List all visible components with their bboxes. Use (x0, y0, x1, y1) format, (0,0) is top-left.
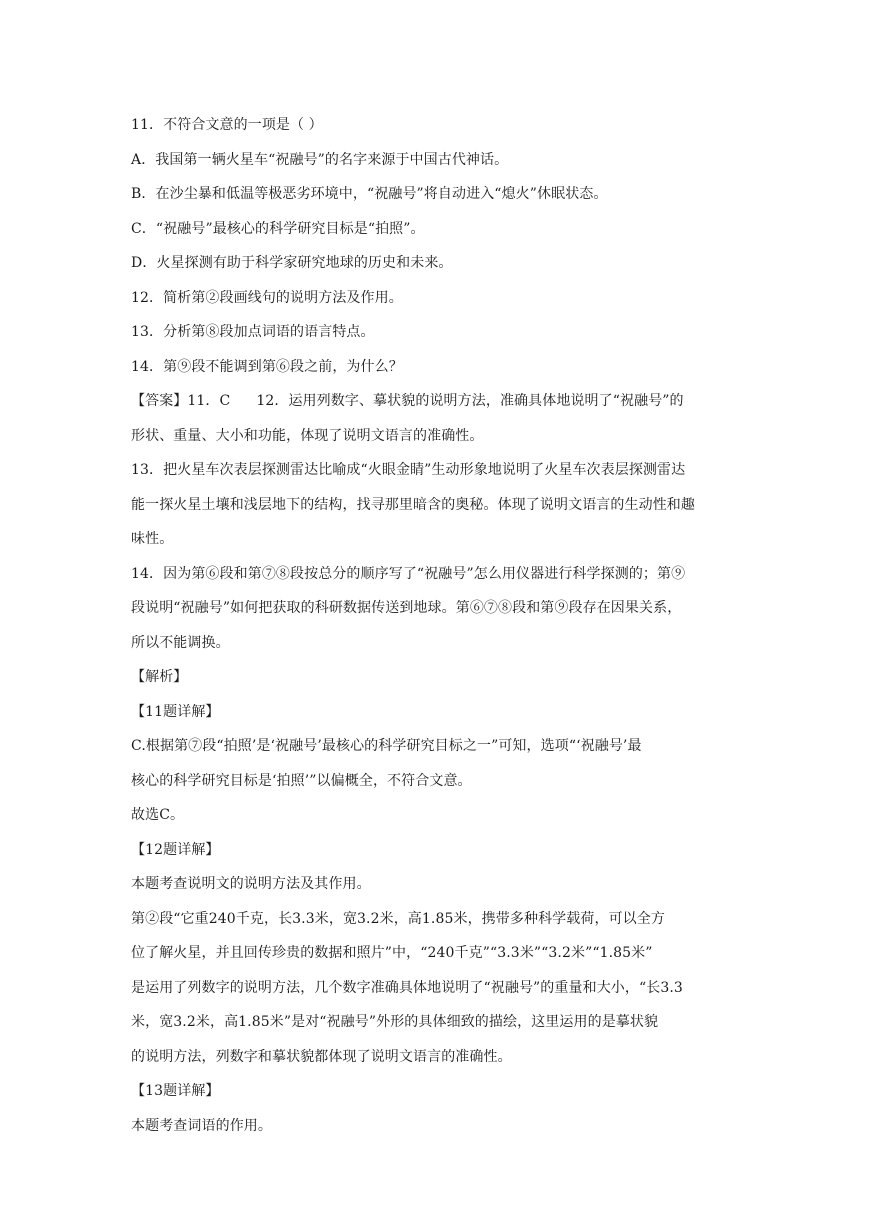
analysis-12-line-5: 米，宽3.2米，高1.85米”是对“祝融号”外形的具体细致的描绘，这里运用的是摹状貌 (131, 1014, 659, 1030)
analysis-12-line-2: 第②段“它重240千克，长3.3米，宽3.2米，高1.85米，携带多种科学载荷，可以全方 (131, 910, 665, 927)
document-body (131, 108, 743, 1143)
question-11-stem: 11．不符合文意的一项是（ ） (131, 117, 323, 133)
answer-12-start: 12．运用列数字、摹状貌的说明方法，准确具体地说明了“祝融号”的 (256, 393, 684, 409)
question-13: 13．分析第⑧段加点词语的语言特点。 (131, 324, 375, 340)
question-11-option-b: B．在沙尘暴和低温等极恶劣环境中，“祝融号”将自动进入“熄火”休眠状态。 (131, 186, 608, 202)
question-11-option-c: C．“祝融号”最核心的科学研究目标是“拍照”。 (131, 220, 425, 237)
question-12: 12．简析第②段画线句的说明方法及作用。 (131, 289, 403, 306)
analysis-heading: 【解析】 (131, 669, 188, 685)
question-11-option-d: D．火星探测有助于科学家研究地球的历史和未来。 (131, 255, 453, 271)
analysis-12-line-6: 的说明方法，列数字和摹状貌都体现了说明文语言的准确性。 (131, 1048, 512, 1065)
analysis-11-line-2: 核心的科学研究目标是‘拍照’”以偏概全，不符合文意。 (131, 772, 472, 789)
analysis-12-line-1: 本题考查说明文的说明方法及其作用。 (131, 876, 371, 892)
answer-line-2: 形状、重量、大小和功能，体现了说明文语言的准确性。 (131, 427, 484, 444)
analysis-13-line-1: 本题考查词语的作用。 (131, 1117, 272, 1134)
answer-line-6: 14．因为第⑥段和第⑦⑧段按总分的顺序写了“祝融号”怎么用仪器进行科学探测的；第⑨ (131, 565, 686, 582)
answer-line-3: 13．把火星车次表层探测雷达比喻成“火眼金睛”生动形象地说明了火星车次表层探测雷达 (131, 462, 686, 478)
question-14: 14．第⑨段不能调到第⑥段之前，为什么？ (131, 358, 403, 375)
answer-line-4: 能一探火星土壤和浅层地下的结构，找寻那里暗含的奥秘。体现了说明文语言的生动性和趣 (131, 496, 695, 513)
answer-line-7: 段说明“祝融号”如何把获取的科研数据传送到地球。第⑥⑦⑧段和第⑨段存在因果关系， (131, 600, 682, 616)
analysis-12-line-4: 是运用了列数字的说明方法，几个数字准确具体地说明了“祝融号”的重量和大小，“长3.3 (131, 979, 683, 996)
analysis-11-heading: 【11题详解】 (131, 703, 220, 720)
question-11-option-a: A．我国第一辆火星车“祝融号”的名字来源于中国古代神话。 (131, 151, 509, 168)
analysis-11-line-1: C.根据第⑦段“拍照’是‘祝融号’最核心的科学研究目标之一”可知，选项“‘祝融号’最 (131, 738, 642, 754)
answer-line-8: 所以不能调换。 (131, 634, 230, 651)
analysis-12-heading: 【12题详解】 (131, 841, 220, 858)
analysis-12-line-3: 位了解火星，并且回传珍贵的数据和照片”中，“240千克”“3.3米”“3.2米”“1.85米” (131, 945, 653, 961)
answer-line-1 (131, 384, 743, 419)
analysis-11-line-3: 故选C。 (131, 807, 185, 823)
analysis-13-heading: 【13题详解】 (131, 1083, 220, 1099)
answer-line-5: 味性。 (131, 531, 174, 547)
answer-label-11: 【答案】11．C (131, 393, 231, 409)
